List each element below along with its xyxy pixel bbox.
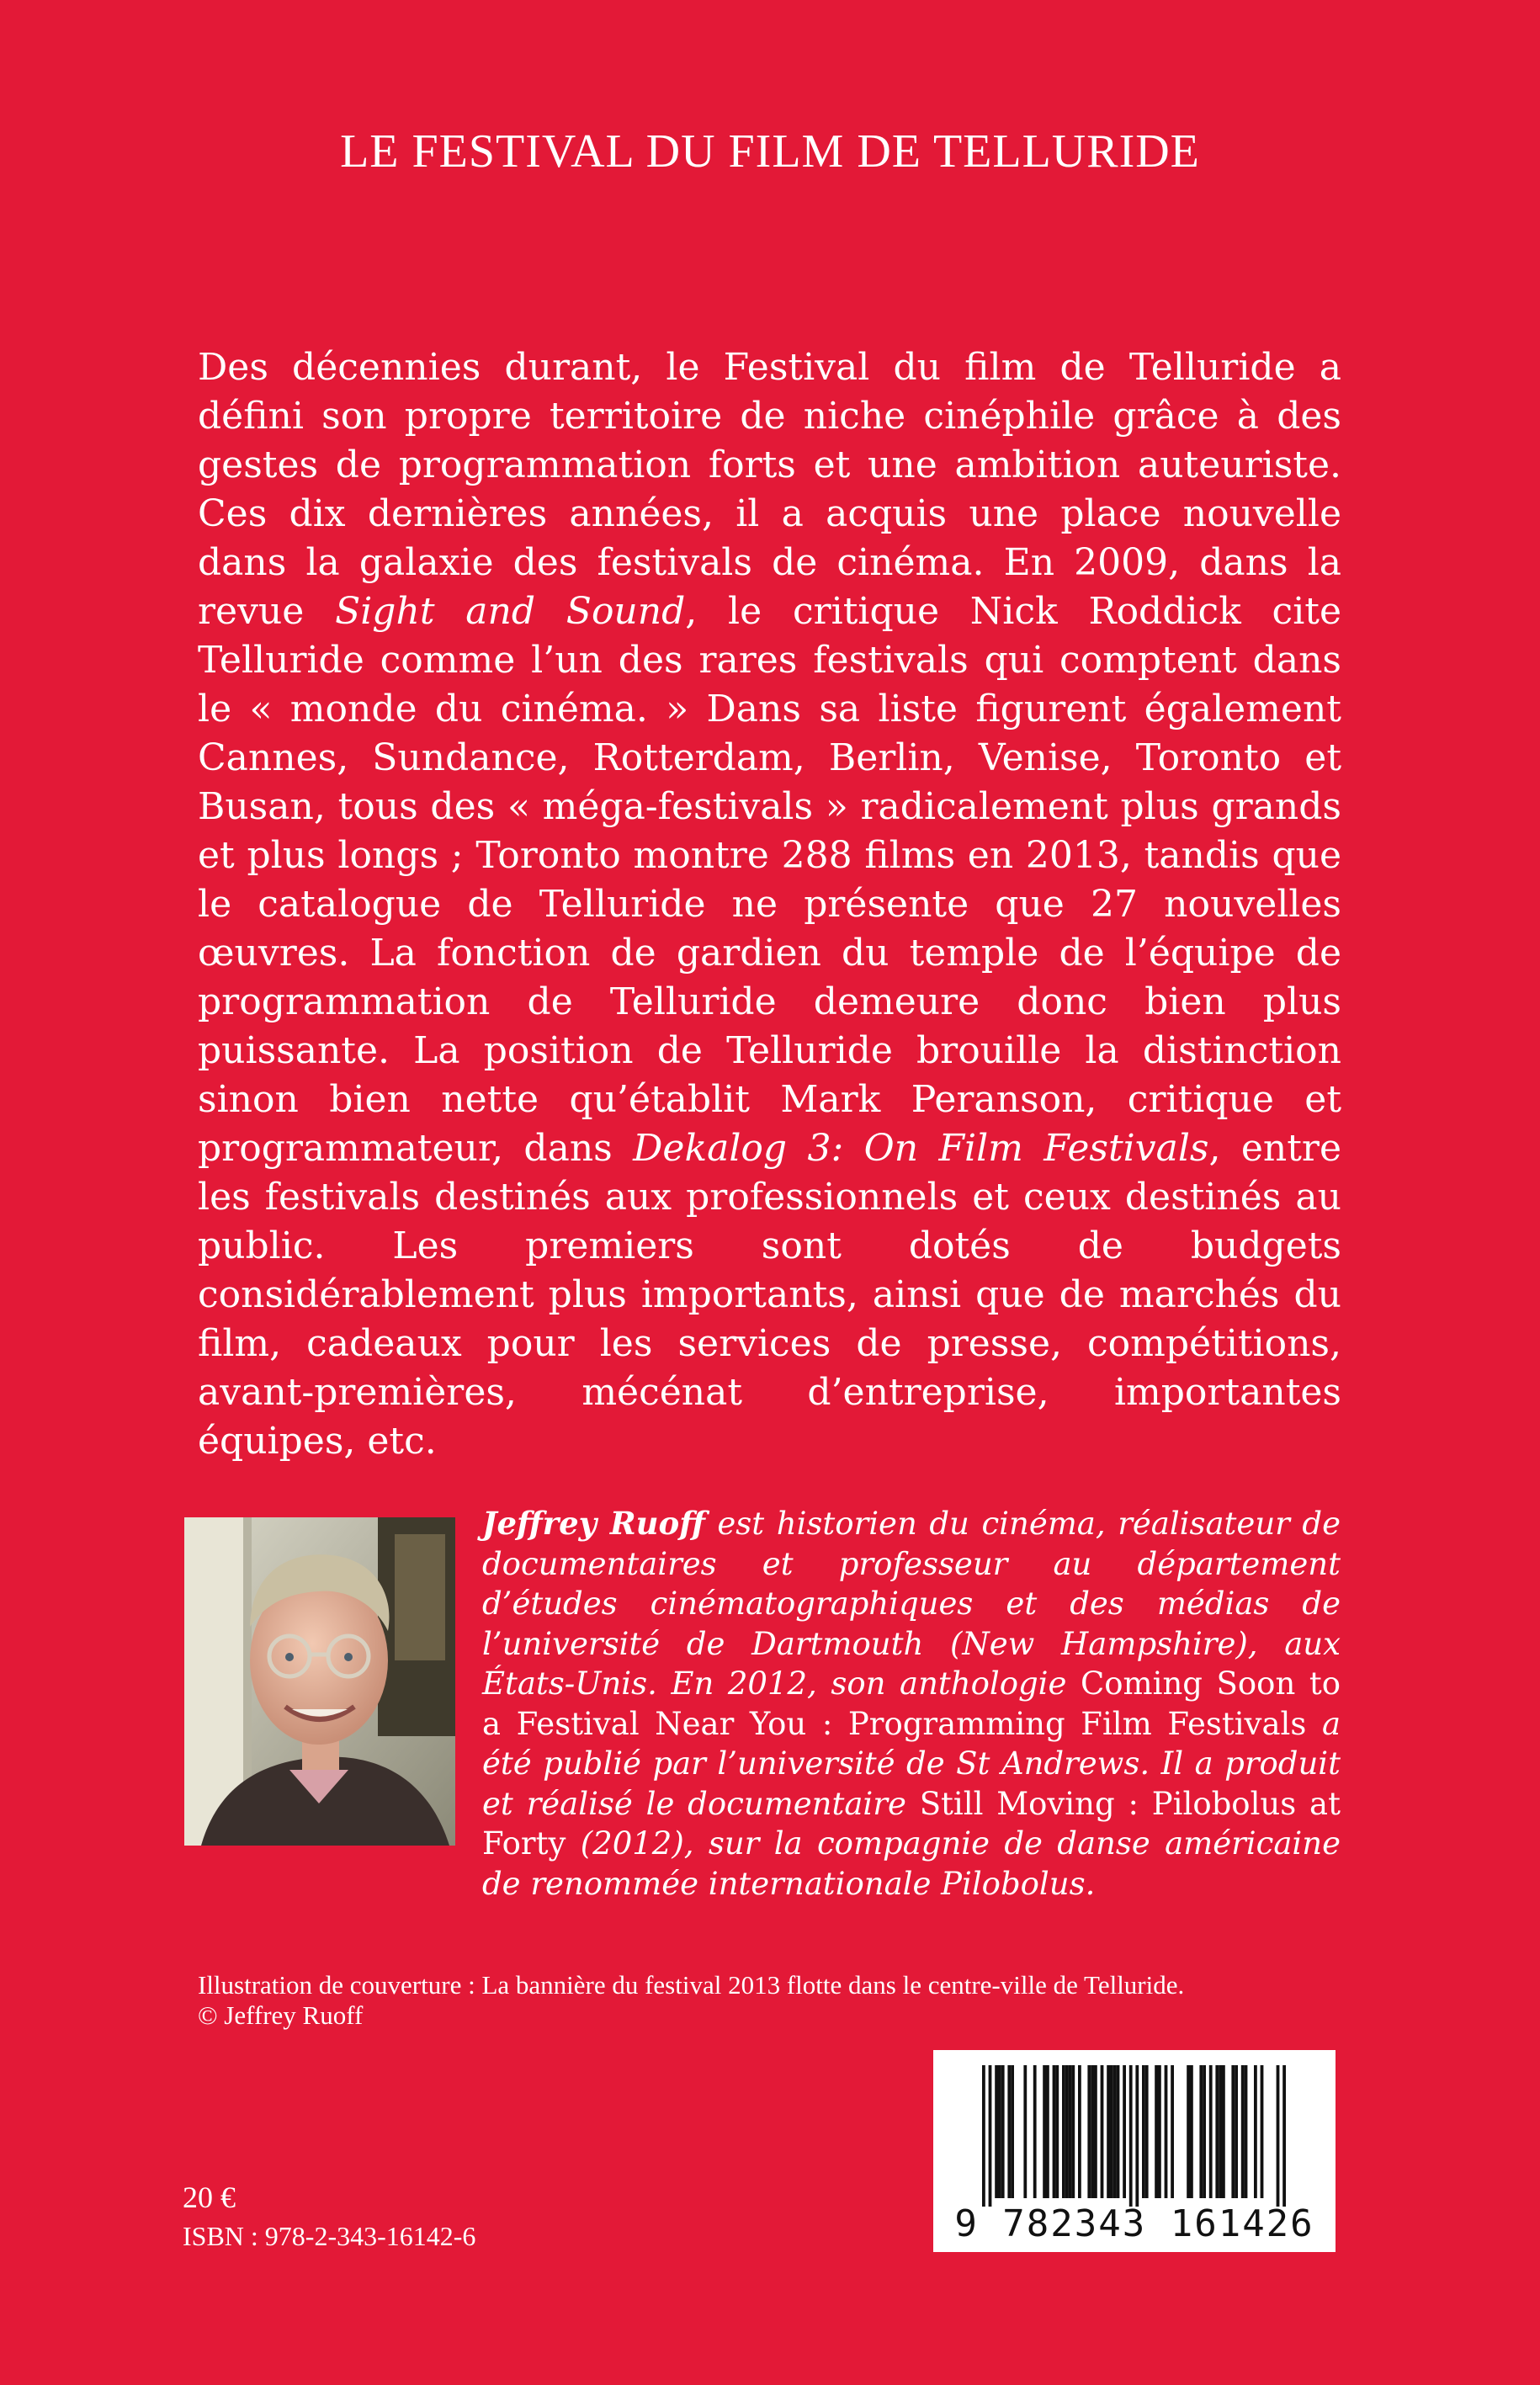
barcode-bar — [1241, 2065, 1245, 2198]
barcode-bar — [1091, 2065, 1094, 2198]
author-photo — [184, 1517, 455, 1846]
cover-credits — [198, 1970, 1359, 2031]
summary-text-1: Des décennies durant, le Festival du film de Telluride a défini son propre territoire de niche cinéphile grâce à des gestes de programmation forts et une ambition auteuriste. Ces dix dernières années, il a acquis une place nouvelle dans la galaxie des festivals de cinéma. En 2009, dans la revue — [198, 346, 1341, 633]
summary-text-3: , entre les festivals destinés aux professionnels et ceux destinés au public. Les premiers sont dotés de budgets considérablement plus importants, ainsi que de marchés du film, cadeaux pour les services de presse, compétitions, avant-premières, mécénat d’entreprise, importantes équipes, etc. — [198, 1127, 1342, 1463]
bio-text-2: a été publié par l’université de St Andrews. Il a produit et réalisé le documentaire — [482, 1705, 1341, 1822]
barcode-bar — [1113, 2065, 1117, 2198]
documentary-title: Still Moving : Pilobolus at Forty — [482, 1785, 1341, 1862]
barcode-bar — [1078, 2065, 1081, 2198]
barcode-bar — [995, 2065, 998, 2198]
barcode-bar — [1171, 2065, 1174, 2198]
barcode-bar — [1055, 2065, 1059, 2198]
barcode-bar — [1145, 2065, 1149, 2198]
anthology-title: Coming Soon to a Festival Near You : Programming Film Festivals — [482, 1665, 1341, 1742]
barcode-bar — [989, 2065, 992, 2207]
barcode-bar — [1071, 2065, 1075, 2198]
barcode-bar — [1282, 2065, 1286, 2207]
barcode-bar — [1187, 2065, 1190, 2198]
barcode-bar — [1110, 2065, 1113, 2198]
copyright-line: © Jeffrey Ruoff — [198, 2000, 364, 2030]
isbn: ISBN : 978-2-343-16142-6 — [183, 2221, 476, 2251]
barcode-bar — [1033, 2065, 1037, 2198]
barcode-bar — [1129, 2065, 1133, 2207]
barcode-bar — [1209, 2065, 1213, 2198]
barcode-bar — [1277, 2065, 1280, 2207]
barcode-digits: 9 782343 161426 — [954, 2202, 1314, 2245]
barcode-bar — [1062, 2065, 1065, 2198]
barcode-bar — [1043, 2065, 1046, 2198]
barcode-bar — [1155, 2065, 1158, 2198]
barcode-bar — [1011, 2065, 1014, 2198]
barcode-bar — [1001, 2065, 1005, 2198]
author-name: Jeffrey Ruoff — [482, 1505, 705, 1542]
barcode — [933, 2050, 1336, 2252]
barcode-bar — [1135, 2065, 1139, 2207]
barcode-bar — [1107, 2065, 1110, 2198]
barcode-bar — [1117, 2065, 1120, 2198]
barcode-bar — [1069, 2065, 1072, 2198]
book-summary — [198, 343, 1341, 1466]
barcode-bar — [1231, 2065, 1235, 2198]
barcode-bar — [1261, 2065, 1264, 2198]
bio-text-3: (2012), sur la compagnie de danse américaine de renommée internationale Pilobolus. — [482, 1825, 1341, 1902]
barcode-bar — [1199, 2065, 1203, 2198]
barcode-bar — [1165, 2065, 1168, 2198]
bio-text-1: est historien du cinéma, réalisateur de documentaires et professeur au département d’études cinématographiques et des médias de l’université de Dartmouth (New Hampshire), aux États-Unis. En 2012, son anthologie — [482, 1506, 1341, 1702]
author-bio — [482, 1504, 1341, 1904]
barcode-bar — [1065, 2065, 1069, 2198]
barcode-bar — [1023, 2065, 1027, 2198]
barcode-bar — [1158, 2065, 1161, 2198]
barcode-bar — [1053, 2065, 1056, 2198]
illustration-credit: Illustration de couverture : La bannière du festival 2013 flotte dans le centre-ville de Telluride. — [198, 1970, 1185, 2000]
barcode-bar — [1245, 2065, 1248, 2198]
barcode-bar — [1046, 2065, 1049, 2198]
barcode-bar — [1190, 2065, 1193, 2198]
barcode-bar — [1235, 2065, 1238, 2198]
price: 20 € — [183, 2180, 236, 2214]
cited-book-title: Dekalog 3: On Film Festivals — [633, 1127, 1209, 1170]
barcode-bar — [1254, 2065, 1257, 2198]
barcode-bar — [1142, 2065, 1145, 2198]
journal-title: Sight and Sound — [335, 590, 686, 633]
barcode-bar — [998, 2065, 1001, 2198]
barcode-bar — [1101, 2065, 1104, 2198]
barcode-bar — [1222, 2065, 1225, 2198]
barcode-bar — [1215, 2065, 1219, 2198]
barcode-bar — [982, 2065, 985, 2207]
barcode-bar — [1094, 2065, 1097, 2198]
summary-text-2: , le critique Nick Roddick cite Telluride comme l’un des rares festivals qui comptent dans le « monde du cinéma. » Dans sa liste figurent également Cannes, Sundance, Rotterdam, Berlin, Venise, Toronto et Busan, tous des « méga-festivals » radicalement plus grands et plus longs ; Toronto montre 288 films en 2013, tandis que le catalogue de Telluride ne présente que 27 nouvelles œuvres. La fonction de gardien du temple de l’équipe de programmation de Telluride demeure donc bien plus puissante. La position de Telluride brouille la distinction sinon bien nette qu’établit Mark Peranson, critique et programmateur, dans — [198, 590, 1341, 1170]
barcode-bar — [1219, 2065, 1222, 2198]
barcode-bar — [1203, 2065, 1206, 2198]
book-title: LE FESTIVAL DU FILM DE TELLURIDE — [340, 125, 1200, 178]
barcode-bar — [1087, 2065, 1091, 2198]
barcode-bar — [1123, 2065, 1126, 2198]
barcode-bar — [1007, 2065, 1011, 2198]
